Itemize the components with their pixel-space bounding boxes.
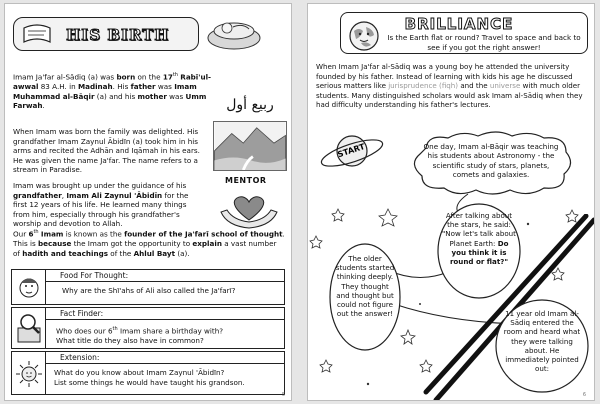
teacher-question-text: After talking about the stars, he said: "Now let's talk about Planet Earth: bbox=[442, 211, 516, 248]
arabic-month-text: ربيع أول bbox=[226, 97, 274, 113]
students-thinking-text: The older students started thinking deeply. They thought and thought but could not figure out the answer! bbox=[335, 254, 395, 319]
story-cloud-text: One day, Imam al-Bāqir was teaching his students about Astronomy - the scientific study of stars, planets, comets and galaxies. bbox=[423, 142, 559, 180]
sun-icon bbox=[12, 352, 46, 394]
hands-heart-icon bbox=[217, 190, 281, 230]
food-for-thought-box bbox=[11, 269, 285, 305]
scroll-icon bbox=[20, 20, 54, 48]
extension-box bbox=[11, 351, 285, 395]
page-number: 5 bbox=[281, 392, 285, 398]
fact-finder-questions: Who does our 6th Imam share a birthday with? What title do they also have in common? bbox=[56, 326, 224, 346]
school-of-thought-paragraph: Our 6th Imam is known as the founder of the Ja'farī school of thought. This is because the Imam got the opportunity to explain a vast number of hadith and teachings of the Ahlul Bayt (a). bbox=[13, 229, 285, 258]
right-page bbox=[307, 3, 595, 401]
paradise-stream-illustration bbox=[213, 121, 287, 171]
left-page bbox=[4, 3, 292, 401]
baby-pillow-icon bbox=[205, 12, 263, 52]
fact-finder-heading: Fact Finder: bbox=[46, 308, 284, 320]
intro-paragraph: When Imam Ja'far al-Sādiq was a young boy he attended the university founded by his father. Instead of learning with kids his age he discussed serious matters like jurisprudence (fiqh) and the universe with much older students. Many distinguished scholars would ask Imam al-Sādiq when they had difficulty understanding his father's lectures. bbox=[316, 62, 583, 109]
start-label: START bbox=[336, 142, 366, 160]
extension-questions: What do you know about Imam Zaynul 'Ābidīn? List some things he would have taught his grandson. bbox=[54, 368, 245, 387]
page-subtitle: Is the Earth flat or round? Travel to space and back to see if you got the right answer! bbox=[387, 33, 581, 52]
mentor-label: MENTOR bbox=[225, 176, 267, 185]
extension-heading: Extension: bbox=[46, 352, 284, 364]
page-title: BRILLIANCE bbox=[404, 15, 514, 33]
magnifier-book-icon bbox=[12, 308, 46, 348]
fact-finder-box bbox=[11, 307, 285, 349]
imam-sadiq-text: 11 year old Imam al-Sādiq entered the room and heard what they were talking about. He immediately pointed out: bbox=[503, 309, 581, 374]
students-thinking-bubble bbox=[328, 242, 402, 352]
page-number: 6 bbox=[582, 392, 586, 398]
food-for-thought-question: Why are the Shī'ahs of Ali also called the Ja'farī? bbox=[62, 286, 236, 295]
naming-paragraph: When Imam was born the family was delighted. His grandfather Imam Zaynul Ābidīn (a) took him in his arms and recited the Adhān and Iqāmah in his ears. He was given the name Ja'far. The name refers to a stream in Paradise. bbox=[13, 127, 200, 175]
birth-paragraph: Imam Ja'far al-Sādiq (a) was born on the 17th Rabī'ul-awwal 83 A.H. in Madinah. His father was Imam Muhammad al-Bāqir (a) and his mother was Umm Farwah. bbox=[13, 72, 212, 111]
teacher-question-bold: Do you think it is round or flat?" bbox=[449, 238, 509, 267]
thinking-child-icon bbox=[12, 270, 46, 304]
title-banner bbox=[13, 17, 199, 51]
page-title: HIS BIRTH bbox=[66, 26, 170, 44]
mentor-paragraph: Imam was brought up under the guidance of his grandfather, Imam Ali Zaynul 'Ābidīn for the first 12 years of his life. He learned many things from him, especially through his grandfather's worship and devotion to Allah. bbox=[13, 181, 189, 229]
imam-sadiq-bubble bbox=[494, 298, 590, 394]
food-for-thought-heading: Food For Thought: bbox=[46, 270, 284, 282]
